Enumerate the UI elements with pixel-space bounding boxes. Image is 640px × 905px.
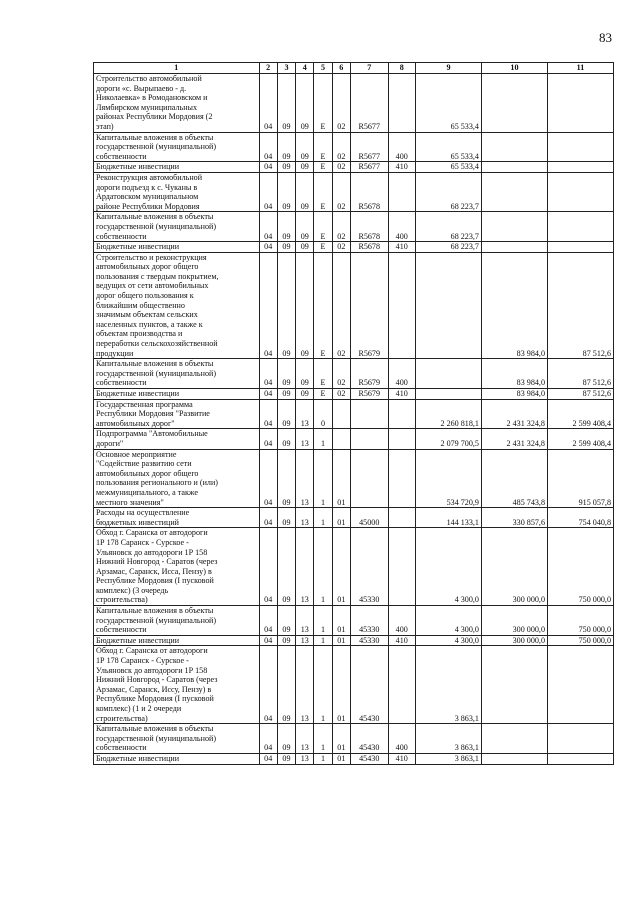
program-cell: 13 (296, 399, 314, 429)
subprogram-cell: Е (314, 389, 332, 400)
section-cell: 04 (259, 399, 277, 429)
subsection-cell: 09 (277, 359, 295, 389)
table-row (94, 528, 614, 606)
row-name-cell: Подпрограмма "Автомобильные дороги" (94, 429, 260, 449)
activity-cell: 01 (332, 528, 350, 606)
table-row (94, 242, 614, 253)
program-cell: 13 (296, 724, 314, 754)
section-cell: 04 (259, 242, 277, 253)
table-row (94, 429, 614, 449)
amount-year2-cell: 2 431 324,8 (481, 429, 547, 449)
section-cell: 04 (259, 528, 277, 606)
subsection-cell: 09 (277, 646, 295, 724)
amount-year2-cell (481, 646, 547, 724)
row-name-cell: Бюджетные инвестиции (94, 162, 260, 173)
section-cell: 04 (259, 635, 277, 646)
section-cell: 04 (259, 724, 277, 754)
amount-year3-cell (547, 132, 613, 162)
header-cell: 1 (94, 63, 260, 74)
direction-code-cell: R5679 (350, 252, 388, 359)
table-row (94, 606, 614, 636)
subprogram-cell: 1 (314, 724, 332, 754)
row-name-cell: Бюджетные инвестиции (94, 389, 260, 400)
subprogram-cell: 1 (314, 753, 332, 764)
subprogram-cell: 1 (314, 449, 332, 508)
subsection-cell: 09 (277, 753, 295, 764)
subprogram-cell: Е (314, 212, 332, 242)
expense-type-cell (388, 399, 415, 429)
program-cell: 13 (296, 528, 314, 606)
expense-type-cell (388, 252, 415, 359)
amount-year1-cell (415, 389, 481, 400)
table-row (94, 449, 614, 508)
amount-year1-cell: 4 300,0 (415, 635, 481, 646)
section-cell: 04 (259, 162, 277, 173)
direction-code-cell: 45430 (350, 646, 388, 724)
table-row (94, 724, 614, 754)
table-row (94, 252, 614, 359)
table-row (94, 172, 614, 211)
subprogram-cell: 1 (314, 646, 332, 724)
expense-type-cell: 400 (388, 212, 415, 242)
subsection-cell: 09 (277, 172, 295, 211)
direction-code-cell: 45330 (350, 635, 388, 646)
amount-year3-cell: 915 057,8 (547, 449, 613, 508)
amount-year1-cell: 68 223,7 (415, 172, 481, 211)
section-cell: 04 (259, 252, 277, 359)
subsection-cell: 09 (277, 162, 295, 173)
expense-type-cell (388, 449, 415, 508)
direction-code-cell: 45330 (350, 528, 388, 606)
program-cell: 09 (296, 242, 314, 253)
amount-year3-cell: 2 599 408,4 (547, 429, 613, 449)
program-cell: 09 (296, 252, 314, 359)
section-cell: 04 (259, 646, 277, 724)
section-cell: 04 (259, 449, 277, 508)
amount-year2-cell (481, 724, 547, 754)
amount-year3-cell (547, 74, 613, 133)
program-cell: 13 (296, 449, 314, 508)
subsection-cell: 09 (277, 635, 295, 646)
section-cell: 04 (259, 74, 277, 133)
program-cell: 13 (296, 508, 314, 528)
subprogram-cell: Е (314, 359, 332, 389)
section-cell: 04 (259, 132, 277, 162)
expense-type-cell: 410 (388, 242, 415, 253)
expense-type-cell: 410 (388, 389, 415, 400)
subprogram-cell: 1 (314, 635, 332, 646)
amount-year3-cell: 750 000,0 (547, 635, 613, 646)
subprogram-cell: Е (314, 252, 332, 359)
amount-year3-cell (547, 242, 613, 253)
amount-year3-cell (547, 724, 613, 754)
page-number: 83 (599, 30, 612, 45)
amount-year1-cell: 65 533,4 (415, 162, 481, 173)
expense-type-cell (388, 429, 415, 449)
direction-code-cell: R5679 (350, 389, 388, 400)
program-cell: 09 (296, 132, 314, 162)
section-cell: 04 (259, 753, 277, 764)
amount-year1-cell: 144 133,1 (415, 508, 481, 528)
table-row (94, 74, 614, 133)
direction-code-cell: R5679 (350, 359, 388, 389)
expense-type-cell: 410 (388, 162, 415, 173)
amount-year2-cell: 83 984,0 (481, 359, 547, 389)
table-row (94, 212, 614, 242)
row-name-cell: Капитальные вложения в объекты государственной (муниципальной) собственности (94, 724, 260, 754)
subsection-cell: 09 (277, 252, 295, 359)
section-cell: 04 (259, 212, 277, 242)
direction-code-cell: 45430 (350, 753, 388, 764)
amount-year1-cell: 534 720,9 (415, 449, 481, 508)
amount-year1-cell: 4 300,0 (415, 606, 481, 636)
subsection-cell: 09 (277, 389, 295, 400)
activity-cell (332, 399, 350, 429)
subsection-cell: 09 (277, 429, 295, 449)
amount-year1-cell (415, 252, 481, 359)
activity-cell: 02 (332, 162, 350, 173)
program-cell: 13 (296, 646, 314, 724)
amount-year1-cell: 3 863,1 (415, 724, 481, 754)
amount-year1-cell: 3 863,1 (415, 646, 481, 724)
amount-year3-cell (547, 646, 613, 724)
header-cell: 4 (296, 63, 314, 74)
activity-cell: 02 (332, 389, 350, 400)
amount-year1-cell (415, 359, 481, 389)
amount-year2-cell: 300 000,0 (481, 606, 547, 636)
table-row (94, 389, 614, 400)
amount-year3-cell: 750 000,0 (547, 528, 613, 606)
row-name-cell: Обход г. Саранска от автодороги 1Р 178 Саранск - Сурское - Ульяновск до автодороги 1Р 158 Нижний Новгород - Саратов (через Арзамас, Саранск, Иссу, Пензу) в Республике Мордовия (I пусковой комплекс) (1 и 2 очереди строительства) (94, 646, 260, 724)
program-cell: 09 (296, 359, 314, 389)
section-cell: 04 (259, 606, 277, 636)
amount-year3-cell: 2 599 408,4 (547, 399, 613, 429)
row-name-cell: Капитальные вложения в объекты государственной (муниципальной) собственности (94, 606, 260, 636)
program-cell: 09 (296, 162, 314, 173)
table-row (94, 508, 614, 528)
amount-year2-cell: 330 857,6 (481, 508, 547, 528)
table-header-row (94, 63, 614, 74)
activity-cell: 01 (332, 646, 350, 724)
amount-year3-cell: 754 040,8 (547, 508, 613, 528)
program-cell: 13 (296, 753, 314, 764)
amount-year2-cell: 300 000,0 (481, 528, 547, 606)
row-name-cell: Строительство и реконструкция автомобильных дорог общего пользования с твердым покрытием, ведущих от сети автомобильных дорог общего пользования к ближайшим общественно значимым объектам сельских населенных пунктов, а также к объектам производства и переработки сельскохозяйственной продукции (94, 252, 260, 359)
amount-year2-cell: 300 000,0 (481, 635, 547, 646)
header-cell: 11 (547, 63, 613, 74)
expense-type-cell: 410 (388, 635, 415, 646)
row-name-cell: Бюджетные инвестиции (94, 753, 260, 764)
activity-cell: 01 (332, 753, 350, 764)
amount-year3-cell: 87 512,6 (547, 359, 613, 389)
direction-code-cell (350, 449, 388, 508)
program-cell: 09 (296, 172, 314, 211)
table-row (94, 399, 614, 429)
activity-cell: 02 (332, 242, 350, 253)
amount-year1-cell: 4 300,0 (415, 528, 481, 606)
direction-code-cell: R5678 (350, 172, 388, 211)
program-cell: 13 (296, 606, 314, 636)
section-cell: 04 (259, 172, 277, 211)
amount-year2-cell: 485 743,8 (481, 449, 547, 508)
amount-year3-cell: 87 512,6 (547, 252, 613, 359)
activity-cell: 02 (332, 172, 350, 211)
program-cell: 13 (296, 635, 314, 646)
row-name-cell: Основное мероприятие "Содействие развитию сети автомобильных дорог общего пользования регионального и (или) межмуниципального, а также местного значения" (94, 449, 260, 508)
subprogram-cell: Е (314, 132, 332, 162)
direction-code-cell: R5677 (350, 132, 388, 162)
subprogram-cell: 1 (314, 606, 332, 636)
subsection-cell: 09 (277, 508, 295, 528)
section-cell: 04 (259, 429, 277, 449)
direction-code-cell (350, 399, 388, 429)
expense-type-cell: 400 (388, 132, 415, 162)
direction-code-cell: R5677 (350, 162, 388, 173)
header-cell: 8 (388, 63, 415, 74)
activity-cell: 01 (332, 635, 350, 646)
header-cell: 6 (332, 63, 350, 74)
direction-code-cell: 45430 (350, 724, 388, 754)
expense-type-cell (388, 172, 415, 211)
expense-type-cell (388, 646, 415, 724)
row-name-cell: Капитальные вложения в объекты государственной (муниципальной) собственности (94, 359, 260, 389)
amount-year2-cell (481, 753, 547, 764)
expense-type-cell: 400 (388, 359, 415, 389)
subprogram-cell: 1 (314, 528, 332, 606)
table-row (94, 132, 614, 162)
header-cell: 2 (259, 63, 277, 74)
subsection-cell: 09 (277, 724, 295, 754)
amount-year1-cell: 2 079 700,5 (415, 429, 481, 449)
amount-year2-cell (481, 74, 547, 133)
amount-year3-cell: 750 000,0 (547, 606, 613, 636)
direction-code-cell: 45000 (350, 508, 388, 528)
activity-cell: 01 (332, 606, 350, 636)
amount-year3-cell (547, 212, 613, 242)
row-name-cell: Бюджетные инвестиции (94, 242, 260, 253)
amount-year2-cell: 83 984,0 (481, 389, 547, 400)
activity-cell: 01 (332, 508, 350, 528)
activity-cell (332, 429, 350, 449)
amount-year2-cell (481, 212, 547, 242)
direction-code-cell: R5678 (350, 212, 388, 242)
subsection-cell: 09 (277, 399, 295, 429)
activity-cell: 02 (332, 74, 350, 133)
activity-cell: 02 (332, 359, 350, 389)
expense-type-cell (388, 528, 415, 606)
table-row (94, 646, 614, 724)
subsection-cell: 09 (277, 212, 295, 242)
header-cell: 3 (277, 63, 295, 74)
amount-year3-cell (547, 172, 613, 211)
row-name-cell: Обход г. Саранска от автодороги 1Р 178 Саранск - Сурское - Ульяновск до автодороги 1Р 158 Нижний Новгород - Саратов (через Арзамас, Саранск, Исса, Пензу) в Республике Мордовия (I пусковой комплекс) (3 очередь строительства) (94, 528, 260, 606)
activity-cell: 01 (332, 724, 350, 754)
amount-year1-cell: 3 863,1 (415, 753, 481, 764)
row-name-cell: Бюджетные инвестиции (94, 635, 260, 646)
subprogram-cell: 1 (314, 508, 332, 528)
expense-type-cell (388, 74, 415, 133)
subsection-cell: 09 (277, 242, 295, 253)
activity-cell: 02 (332, 252, 350, 359)
amount-year3-cell (547, 162, 613, 173)
row-name-cell: Строительство автомобильной дороги «с. Вырыпаево - д. Николаевка» в Ромодановском и Лямбирском муниципальных районах Республики Мордовия (2 этап) (94, 74, 260, 133)
amount-year1-cell: 2 260 818,1 (415, 399, 481, 429)
subsection-cell: 09 (277, 449, 295, 508)
amount-year2-cell (481, 132, 547, 162)
header-cell: 9 (415, 63, 481, 74)
section-cell: 04 (259, 389, 277, 400)
subprogram-cell: Е (314, 74, 332, 133)
row-name-cell: Государственная программа Республики Мордовия "Развитие автомобильных дорог" (94, 399, 260, 429)
direction-code-cell: 45330 (350, 606, 388, 636)
amount-year2-cell (481, 162, 547, 173)
table-row (94, 359, 614, 389)
row-name-cell: Капитальные вложения в объекты государственной (муниципальной) собственности (94, 132, 260, 162)
amount-year1-cell: 68 223,7 (415, 212, 481, 242)
row-name-cell: Капитальные вложения в объекты государственной (муниципальной) собственности (94, 212, 260, 242)
table-row (94, 162, 614, 173)
amount-year2-cell (481, 242, 547, 253)
expense-type-cell: 400 (388, 606, 415, 636)
amount-year2-cell (481, 172, 547, 211)
subsection-cell: 09 (277, 528, 295, 606)
header-cell: 7 (350, 63, 388, 74)
expense-type-cell: 410 (388, 753, 415, 764)
subprogram-cell: Е (314, 242, 332, 253)
subprogram-cell: 1 (314, 429, 332, 449)
program-cell: 09 (296, 212, 314, 242)
activity-cell: 02 (332, 212, 350, 242)
program-cell: 13 (296, 429, 314, 449)
budget-table (93, 62, 614, 765)
subsection-cell: 09 (277, 132, 295, 162)
header-cell: 5 (314, 63, 332, 74)
subprogram-cell: Е (314, 162, 332, 173)
subprogram-cell: 0 (314, 399, 332, 429)
activity-cell: 02 (332, 132, 350, 162)
amount-year2-cell: 83 984,0 (481, 252, 547, 359)
amount-year3-cell (547, 753, 613, 764)
subsection-cell: 09 (277, 74, 295, 133)
row-name-cell: Расходы на осуществление бюджетных инвестиций (94, 508, 260, 528)
amount-year1-cell: 65 533,4 (415, 132, 481, 162)
subsection-cell: 09 (277, 606, 295, 636)
direction-code-cell: R5678 (350, 242, 388, 253)
amount-year2-cell: 2 431 324,8 (481, 399, 547, 429)
table-row (94, 635, 614, 646)
direction-code-cell (350, 429, 388, 449)
amount-year3-cell: 87 512,6 (547, 389, 613, 400)
header-cell: 10 (481, 63, 547, 74)
subprogram-cell: Е (314, 172, 332, 211)
amount-year1-cell: 65 533,4 (415, 74, 481, 133)
table-row (94, 753, 614, 764)
activity-cell: 01 (332, 449, 350, 508)
direction-code-cell: R5677 (350, 74, 388, 133)
expense-type-cell (388, 508, 415, 528)
row-name-cell: Реконструкция автомобильной дороги подъезд к с. Чуканы в Ардатовском муниципальном районе Республики Мордовия (94, 172, 260, 211)
amount-year1-cell: 68 223,7 (415, 242, 481, 253)
section-cell: 04 (259, 359, 277, 389)
program-cell: 09 (296, 389, 314, 400)
program-cell: 09 (296, 74, 314, 133)
section-cell: 04 (259, 508, 277, 528)
expense-type-cell: 400 (388, 724, 415, 754)
